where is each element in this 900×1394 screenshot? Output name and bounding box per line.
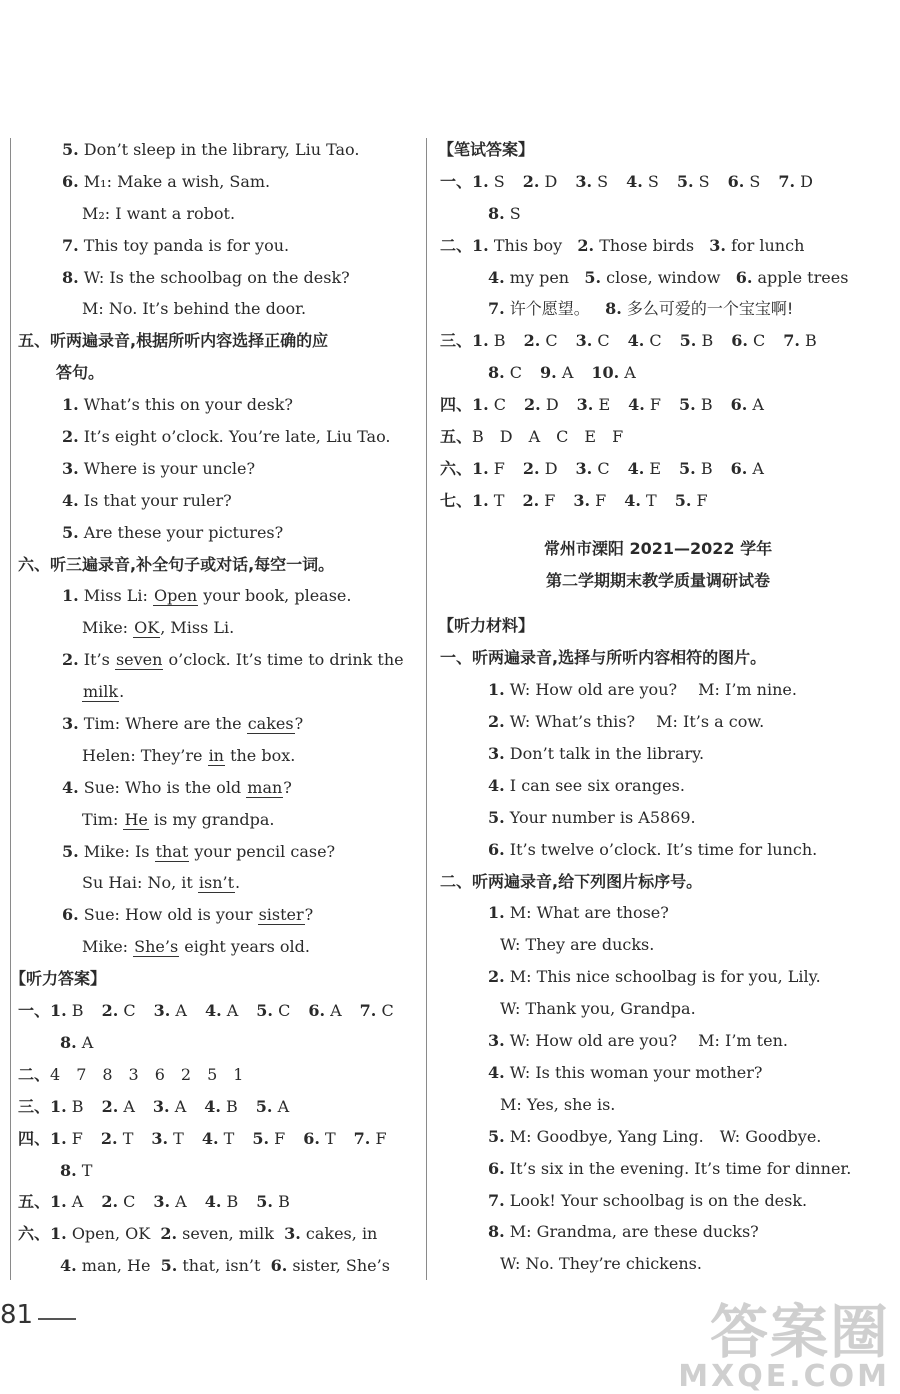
answer-value: B	[696, 331, 714, 351]
answer-value: D	[540, 395, 559, 415]
answer-number: 2.	[522, 458, 540, 478]
script-line: W: Thank you, Grandpa.	[500, 999, 696, 1019]
answer-value: A	[221, 1001, 239, 1021]
answer-value: B	[799, 331, 817, 351]
answer-list	[472, 172, 813, 191]
answer-row: 四、1. C 2. D 3. E 4. F 5. B 6. A	[440, 395, 764, 415]
answer-number: 3.	[152, 1096, 170, 1116]
answer-number: 4.	[624, 490, 641, 510]
script-line: milk.	[83, 682, 125, 702]
answer-value: E	[644, 458, 662, 478]
section-heading: 六、听三遍录音,补全句子或对话,每空一词。	[18, 554, 335, 574]
answer-number: 5.	[256, 1001, 273, 1021]
answer-number: 1.	[472, 171, 489, 191]
answer-value: C	[376, 1001, 394, 1021]
answer-value: D	[795, 171, 814, 191]
answer-row: 五、1. A 2. C 3. A 4. B 5. B	[18, 1192, 290, 1212]
answer-value: F	[370, 1128, 387, 1148]
script-line: 1. M: What are those?	[488, 903, 669, 923]
answer-row: 8. S	[488, 203, 521, 223]
answer-number: 3.	[153, 1001, 171, 1021]
answer-number: 8.	[488, 363, 505, 383]
answer-row: 四、1. F 2. T 3. T 4. T 5. F 6. T 7. F	[18, 1128, 387, 1148]
exam-title: 常州市溧阳 2021—2022 学年	[543, 538, 773, 558]
answer-value: C	[504, 363, 523, 383]
answer-row: 五、B D A C E F	[440, 427, 624, 447]
script-line: M: Yes, she is.	[500, 1094, 616, 1114]
left-column	[10, 134, 415, 1282]
answer-row: 7. 许个愿望。 8. 多么可爱的一个宝宝啊!	[488, 299, 794, 319]
script-line: 5. Your number is A5869.	[488, 807, 696, 827]
script-line: Helen: They’re in the box.	[82, 745, 296, 765]
answer-row: 三、1. B 2. C 3. C 4. C 5. B 6. C 7. B	[440, 331, 817, 351]
script-line: 4. Is that your ruler?	[62, 490, 232, 510]
script-line: 1. W: How old are you? M: I’m nine.	[488, 680, 797, 700]
script-line: Mike: She’s eight years old.	[82, 937, 310, 957]
script-line: 8. W: Is the schoolbag on the desk?	[62, 267, 350, 287]
answer-number: 7.	[778, 171, 796, 191]
answer-value: A	[170, 1192, 187, 1212]
answer-list	[488, 363, 636, 382]
answer-heading: 【笔试答案】	[438, 140, 535, 159]
answer-blank: in	[208, 745, 224, 765]
section-heading: 二、听两遍录音,给下列图片标序号。	[440, 871, 703, 891]
answer-number: 1.	[472, 331, 489, 351]
answer-number: 7.	[353, 1128, 371, 1148]
answer-value: A	[747, 458, 764, 478]
answer-list	[50, 1192, 290, 1211]
script-line: 4. Sue: Who is the old man?	[62, 777, 292, 797]
answer-row: 4. man, He 5. that, isn’t 6. sister, She’s	[60, 1256, 390, 1276]
answer-blank: isn’t	[198, 873, 235, 893]
answer-number: 7.	[359, 1001, 377, 1021]
answer-row: 一、1. S 2. D 3. S 4. S 5. S 6. S 7. D	[440, 171, 814, 191]
answer-row: 8. T	[60, 1160, 93, 1180]
answer-value: C	[118, 1192, 136, 1212]
answer-number: 4.	[204, 1192, 222, 1212]
answer-number: 6.	[730, 395, 748, 415]
answer-value: B	[695, 395, 713, 415]
answer-number: 2.	[101, 1096, 119, 1116]
answer-value: B	[488, 331, 506, 351]
answer-value: C	[592, 458, 610, 478]
answer-value: A	[556, 363, 574, 383]
answer-number: 5.	[676, 171, 694, 191]
answer-number: 2.	[522, 490, 540, 510]
answer-number: 1.	[50, 1192, 67, 1212]
answer-number: 5.	[674, 490, 692, 510]
answer-number: 2.	[522, 171, 540, 191]
answer-value: D	[539, 171, 558, 191]
section-heading: 五、听两遍录音,根据所听内容选择正确的应	[18, 331, 329, 351]
answer-blank: seven	[115, 650, 163, 670]
answer-value: F	[691, 490, 708, 510]
answer-value: F	[644, 395, 662, 415]
script-line: 5. Are these your pictures?	[62, 522, 284, 542]
answer-number: 1.	[472, 458, 489, 478]
answer-number: 3.	[151, 1128, 169, 1148]
answer-number: 5.	[679, 395, 696, 415]
answer-value: B	[695, 458, 713, 478]
answer-number: 3.	[576, 395, 594, 415]
script-line: 5. Mike: Is that your pencil case?	[62, 841, 336, 861]
answer-value: T	[218, 1128, 235, 1148]
answer-value: C	[644, 331, 662, 351]
script-line: 6. Sue: How old is your sister?	[62, 905, 314, 925]
watermark-url: MXQE.COM	[678, 1359, 890, 1394]
answer-blank: She’s	[134, 937, 179, 957]
answer-value: A	[747, 395, 764, 415]
answer-list	[50, 1097, 289, 1116]
answer-blank: He	[124, 809, 148, 829]
answer-number: 5.	[256, 1192, 273, 1212]
script-line: 4. W: Is this woman your mother?	[488, 1062, 763, 1082]
answer-number: 3.	[575, 331, 593, 351]
answer-row: 二、1. This boy 2. Those birds 3. for lunch	[440, 235, 805, 255]
script-line: Mike: OK, Miss Li.	[82, 618, 235, 638]
answer-row: 六、1. F 2. D 3. C 4. E 5. B 6. A	[440, 458, 764, 478]
answer-number: 4.	[627, 458, 645, 478]
answer-value: E	[593, 395, 611, 415]
answer-row: 三、1. B 2. A 3. A 4. B 5. A	[18, 1096, 290, 1116]
answer-row: 一、1. B 2. C 3. A 4. A 5. C 6. A 7. C	[18, 1001, 394, 1021]
answer-number: 4.	[201, 1128, 219, 1148]
answer-blank: OK	[134, 618, 160, 638]
answer-value: B	[272, 1192, 290, 1212]
answer-number: 4.	[628, 395, 645, 415]
answer-row: 六、1. Open, OK 2. seven, milk 3. cakes, in	[18, 1224, 378, 1244]
answer-value: B	[66, 1001, 84, 1021]
answer-value: S	[488, 171, 505, 191]
answer-value: A	[118, 1096, 135, 1116]
script-line: 2. W: What’s this? M: It’s a cow.	[488, 712, 765, 732]
answer-number: 6.	[727, 171, 745, 191]
answer-heading: 【听力答案】	[10, 969, 107, 989]
answer-number: 4.	[204, 1001, 222, 1021]
answer-list	[472, 491, 708, 510]
column-divider	[426, 138, 427, 1280]
right-column	[438, 134, 878, 1280]
answer-value: C	[747, 331, 766, 351]
script-line: M₂: I want a robot.	[82, 203, 236, 223]
answer-value: S	[744, 171, 761, 191]
answer-number: 2.	[523, 331, 541, 351]
answer-value: T	[168, 1128, 184, 1148]
page-number-rule	[38, 1318, 76, 1320]
answer-number: 3.	[575, 458, 593, 478]
answer-number: 1.	[50, 1128, 67, 1148]
answer-number: 1.	[472, 395, 489, 415]
answer-row: 4. my pen 5. close, window 6. apple trees	[488, 267, 849, 287]
script-line: 4. I can see six oranges.	[488, 775, 685, 795]
answer-value: A	[272, 1096, 290, 1116]
answer-number: 6.	[730, 458, 748, 478]
watermark-logo	[678, 1298, 890, 1394]
script-line: 7. Look! Your schoolbag is on the desk.	[488, 1190, 808, 1210]
answer-blank: milk	[83, 682, 119, 702]
answer-value: A	[66, 1192, 84, 1212]
answer-value: B	[221, 1192, 239, 1212]
script-line: Tim: He is my grandpa.	[82, 809, 275, 829]
answer-value: D	[539, 458, 558, 478]
answer-blank: man	[247, 777, 283, 797]
answer-list	[50, 1129, 387, 1148]
script-line: 3. Don’t talk in the library.	[488, 744, 705, 764]
answer-number: 6.	[303, 1128, 320, 1148]
answer-number: 2.	[101, 1192, 119, 1212]
script-line: W: They are ducks.	[500, 935, 655, 955]
answer-number: 5.	[679, 458, 696, 478]
script-line: 2. It’s eight o’clock. You’re late, Liu Tao.	[62, 427, 391, 447]
answer-value: T	[319, 1128, 336, 1148]
answer-list	[472, 459, 764, 478]
script-line: 6. M₁: Make a wish, Sam.	[62, 171, 271, 191]
exam-subtitle: 第二学期期末教学质量调研试卷	[545, 570, 770, 590]
answer-value: C	[592, 331, 610, 351]
answer-value: F	[590, 490, 607, 510]
answer-value: F	[488, 458, 505, 478]
answer-value: C	[488, 395, 507, 415]
watermark-title: 答案圈	[709, 1298, 890, 1366]
answer-value: T	[117, 1128, 134, 1148]
answer-blank: Open	[154, 586, 198, 606]
script-line: 3. W: How old are you? M: I’m ten.	[488, 1031, 788, 1051]
answer-row	[438, 357, 878, 389]
script-line: 7. This toy panda is for you.	[62, 235, 290, 255]
answer-number: 2.	[100, 1128, 118, 1148]
answer-number: 10.	[591, 363, 620, 383]
answer-value: B	[66, 1096, 84, 1116]
script-line: 1. Miss Li: Open your book, please.	[62, 586, 352, 606]
script-line: Su Hai: No, it isn’t.	[82, 873, 241, 893]
answer-value: A	[619, 363, 636, 383]
script-line: M: No. It’s behind the door.	[82, 299, 307, 319]
answer-blank: sister	[258, 905, 304, 925]
answer-number: 2.	[524, 395, 541, 415]
answer-value: S	[642, 171, 659, 191]
script-line: 1. What’s this on your desk?	[62, 395, 293, 415]
answer-number: 4.	[627, 331, 645, 351]
script-line: 3. Tim: Where are the cakes?	[62, 714, 304, 734]
answer-list	[472, 331, 817, 350]
answer-value: T	[640, 490, 657, 510]
answer-value: S	[592, 171, 609, 191]
answer-value: T	[488, 490, 505, 510]
script-line: 3. Where is your uncle?	[62, 458, 256, 478]
answer-value: C	[118, 1001, 136, 1021]
answer-number: 5.	[255, 1096, 273, 1116]
answer-value: A	[169, 1096, 187, 1116]
script-line: 2. M: This nice schoolbag is for you, Lily.	[488, 967, 821, 987]
script-line: W: No. They’re chickens.	[500, 1254, 702, 1274]
material-heading: 【听力材料】	[438, 616, 535, 636]
answer-number: 9.	[540, 363, 557, 383]
answer-number: 1.	[50, 1001, 67, 1021]
answer-value: F	[269, 1128, 286, 1148]
answer-number: 4.	[626, 171, 643, 191]
answer-value: A	[325, 1001, 342, 1021]
script-line: 6. It’s twelve o’clock. It’s time for lunch.	[488, 839, 818, 859]
answer-number: 5.	[679, 331, 697, 351]
answer-number: 3.	[153, 1192, 171, 1212]
answer-value: C	[272, 1001, 291, 1021]
section-heading: 一、听两遍录音,选择与所听内容相符的图片。	[440, 648, 767, 668]
answer-value: A	[170, 1001, 187, 1021]
answer-value: S	[693, 171, 710, 191]
answer-number: 1.	[50, 1096, 67, 1116]
script-line: 5. Don’t sleep in the library, Liu Tao.	[62, 140, 360, 159]
answer-value: F	[66, 1128, 83, 1148]
answer-blank: that	[155, 841, 189, 861]
answer-value: B	[220, 1096, 238, 1116]
answer-number: 5.	[252, 1128, 270, 1148]
answer-number: 2.	[101, 1001, 119, 1021]
script-line: 6. It’s six in the evening. It’s time for dinner.	[488, 1158, 852, 1178]
script-line: 8. M: Grandma, are these ducks?	[488, 1222, 759, 1242]
answer-row: 七、1. T 2. F 3. F 4. T 5. F	[440, 490, 708, 510]
section-heading: 答句。	[56, 363, 105, 383]
answer-list	[50, 1001, 394, 1020]
script-line: 2. It’s seven o’clock. It’s time to drink the	[62, 650, 404, 670]
answer-row: 8. A	[60, 1032, 94, 1052]
page-number: 81	[0, 1300, 34, 1330]
answer-list	[472, 395, 764, 414]
answer-number: 3.	[575, 171, 593, 191]
answer-number: 7.	[783, 331, 800, 351]
answer-number: 1.	[472, 490, 489, 510]
answer-value: F	[539, 490, 556, 510]
answer-number: 3.	[573, 490, 591, 510]
script-line: 5. M: Goodbye, Yang Ling. W: Goodbye.	[488, 1126, 822, 1146]
answer-blank: cakes	[247, 714, 294, 734]
answer-number: 6.	[308, 1001, 326, 1021]
answer-number: 4.	[204, 1096, 221, 1116]
answer-row: 二、4 7 8 3 6 2 5 1	[18, 1064, 244, 1084]
answer-number: 6.	[731, 331, 748, 351]
answer-value: C	[540, 331, 558, 351]
